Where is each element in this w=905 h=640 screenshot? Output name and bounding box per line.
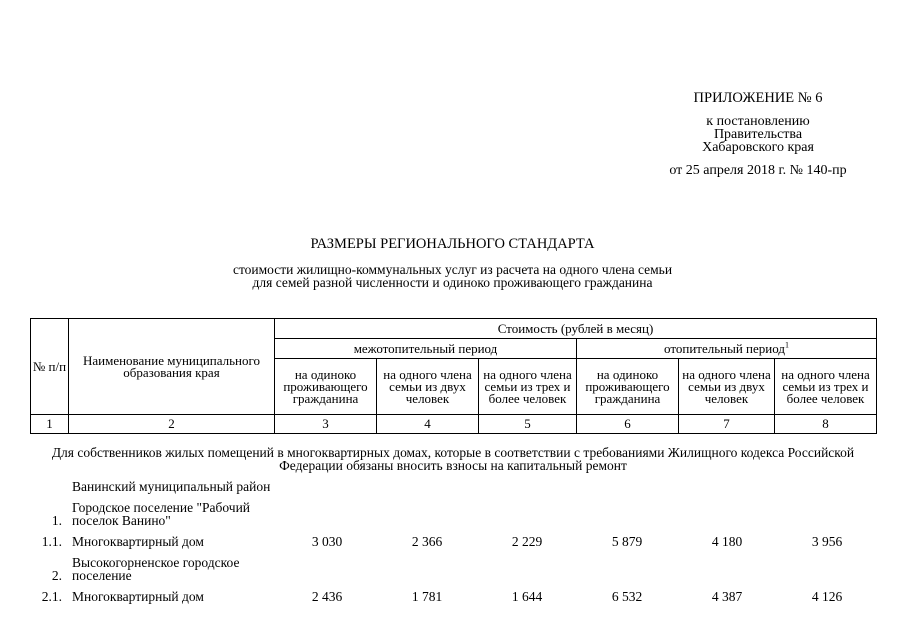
header-sub-5: на одного члена семьи из двух человек <box>679 359 775 415</box>
annex-date: от 25 апреля 2018 г. № 140-пр <box>669 163 847 178</box>
footnote-mark: 1 <box>784 340 789 350</box>
row-value: 4 126 <box>811 589 843 604</box>
header-sub-3: на одного члена семьи из трех и более человек <box>479 359 577 415</box>
index-cell: 6 <box>577 415 679 434</box>
row-number: 1.1. <box>41 534 62 549</box>
header-cost: Стоимость (рублей в месяц) <box>275 319 877 339</box>
row-value: 2 229 <box>511 534 543 549</box>
header-num: № п/п <box>31 319 69 415</box>
row-name: Многоквартирный дом <box>72 534 204 549</box>
document-title: РАЗМЕРЫ РЕГИОНАЛЬНОГО СТАНДАРТА <box>310 236 595 252</box>
table-row <box>30 556 876 582</box>
annex-line-1: к постановлению <box>706 114 810 129</box>
index-cell: 8 <box>775 415 877 434</box>
row-value: 4 387 <box>711 589 743 604</box>
header-name: Наименование муниципального образования края <box>69 319 275 415</box>
row-value: 6 532 <box>611 589 643 604</box>
row-number: 2.1. <box>41 589 62 604</box>
row-name: Многоквартирный дом <box>72 589 204 604</box>
row-value: 5 879 <box>611 534 643 549</box>
index-cell: 5 <box>479 415 577 434</box>
row-number: 2. <box>51 568 62 583</box>
row-value: 2 436 <box>311 589 343 604</box>
header-sub-6: на одного члена семьи из трех и более человек <box>775 359 877 415</box>
section-note: Для собственников жилых помещений в многоквартирных домах, которые в соответствии с требованиями Жилищного кодекса Российской Федерации обязаны вносить взносы на капитальный ремонт <box>51 445 855 473</box>
row-value: 4 180 <box>711 534 743 549</box>
annex-line-2: Правительства <box>713 127 803 142</box>
table-row <box>30 535 876 548</box>
annex-line-3: Хабаровского края <box>702 140 814 155</box>
header-period-off: межотопительный период <box>275 339 577 359</box>
row-value: 3 030 <box>311 534 343 549</box>
annex-title: ПРИЛОЖЕНИЕ № 6 <box>693 90 823 106</box>
document-subtitle-1: стоимости жилищно-коммунальных услуг из расчета на одного члена семьи <box>232 262 673 277</box>
row-value: 1 781 <box>411 589 443 604</box>
row-value: 2 366 <box>411 534 443 549</box>
header-sub-1: на одиноко проживающего гражданина <box>275 359 377 415</box>
row-number: 1. <box>51 513 62 528</box>
table-row <box>30 501 876 527</box>
standards-table-header <box>30 318 877 434</box>
header-period-on: отопительный период$^1$ <box>577 339 877 359</box>
table-row <box>30 480 876 493</box>
row-name: Городское поселение "Рабочий поселок Ванино" <box>72 500 251 528</box>
table-row <box>30 590 876 603</box>
annex-block <box>640 92 876 177</box>
index-cell: 7 <box>679 415 775 434</box>
header-sub-4: на одиноко проживающего гражданина <box>577 359 679 415</box>
index-cell: 1 <box>31 415 69 434</box>
index-cell: 4 <box>377 415 479 434</box>
standards-table-body <box>30 446 876 611</box>
document-subtitle-2: для семей разной численности и одиноко проживающего гражданина <box>252 275 653 290</box>
row-value: 3 956 <box>811 534 843 549</box>
row-value: 1 644 <box>511 589 543 604</box>
index-cell: 2 <box>69 415 275 434</box>
document-heading <box>0 236 905 289</box>
header-sub-2: на одного члена семьи из двух человек <box>377 359 479 415</box>
row-name: Ванинский муниципальный район <box>72 479 271 494</box>
index-cell: 3 <box>275 415 377 434</box>
row-name: Высокогорненское городское поселение <box>72 555 240 583</box>
